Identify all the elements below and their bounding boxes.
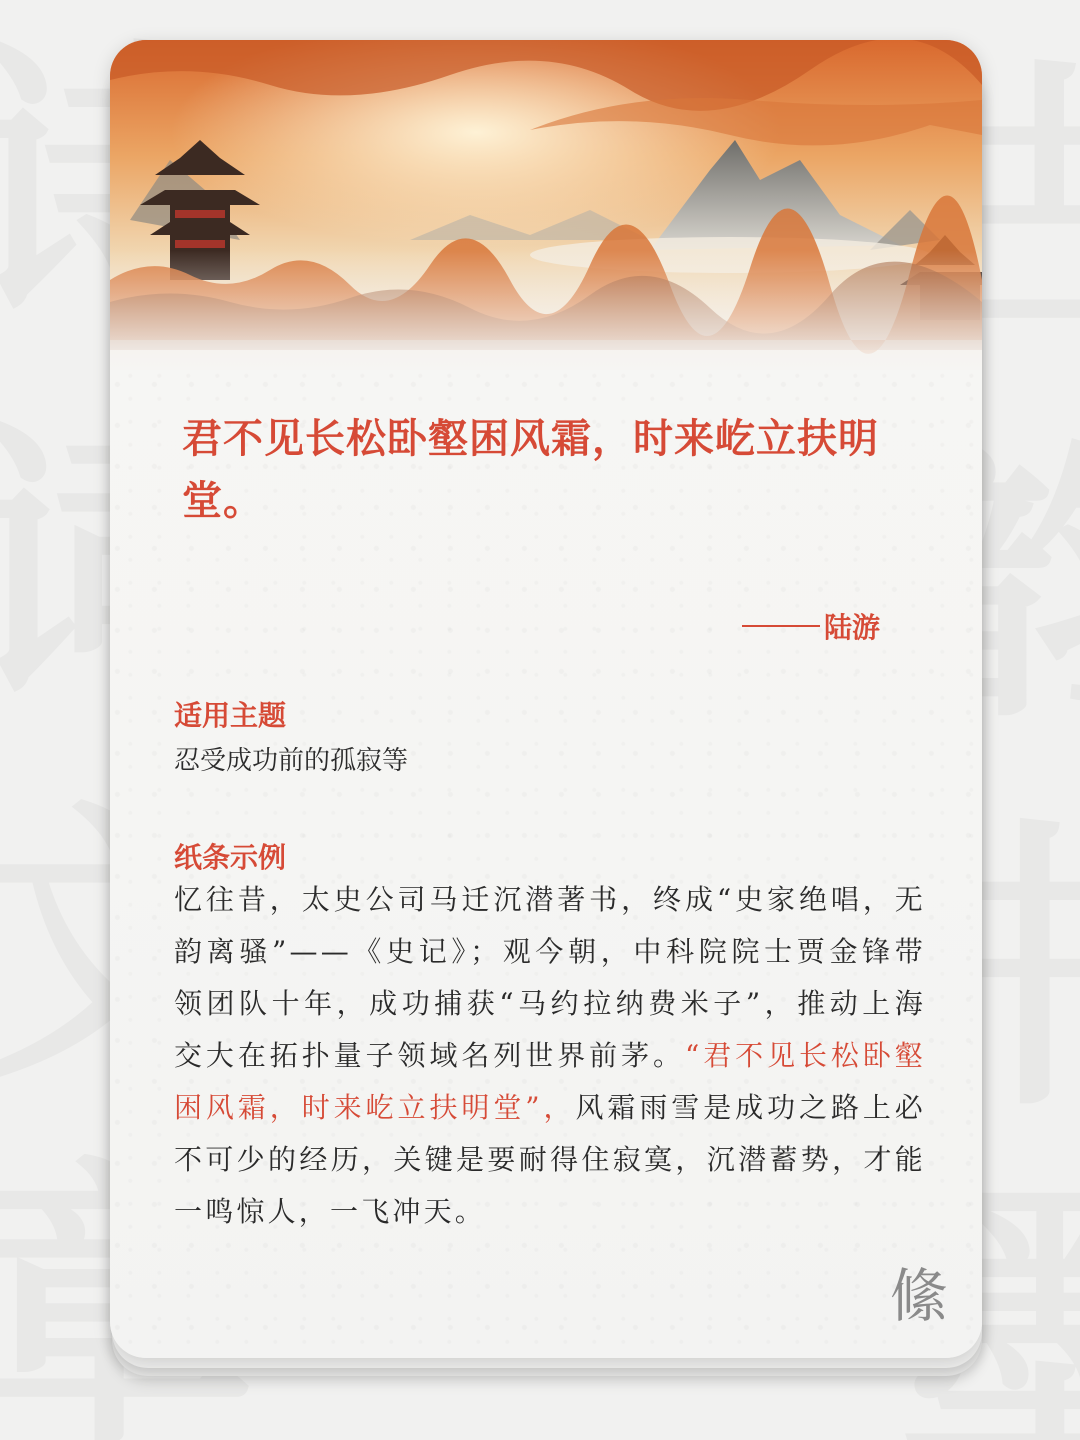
example-text-part1: 忆往昔，太史公司马迁沉潜著书，终成“史家绝唱，无韵离骚”——《史记》；观今朝，中科院院士贾金锋带领团队十年，成功捕获“马约拉纳费米子”，推动上海交大在拓扑量子领域名列世界前茅。 [174,883,926,1072]
quote-card [110,40,982,1358]
quote-text: 君不见长松卧壑困风霜，时来屹立扶明堂。 [182,415,879,524]
example-text [174,874,926,1238]
quote-block [182,408,918,532]
calligraphy-seal-icon: 絛 [889,1262,948,1330]
quote-author [742,606,880,646]
example-heading: 纸条示例 [174,841,287,874]
author-name: 陆游 [823,611,880,644]
theme-heading: 适用主题 [174,699,287,732]
theme-text: 忍受成功前的孤寂等 [174,746,409,776]
example-text-highlight: “君不见长松卧壑困风霜，时来屹立扶明堂”， [174,1039,927,1124]
example-text-part2: 风霜雨雪是成功之路上必不可少的经历，关键是要耐得住寂寞，沉潜蓄势，才能一鸣惊人，一飞冲天。 [174,1091,927,1228]
landscape-painting [110,40,982,370]
author-dash [742,625,820,627]
